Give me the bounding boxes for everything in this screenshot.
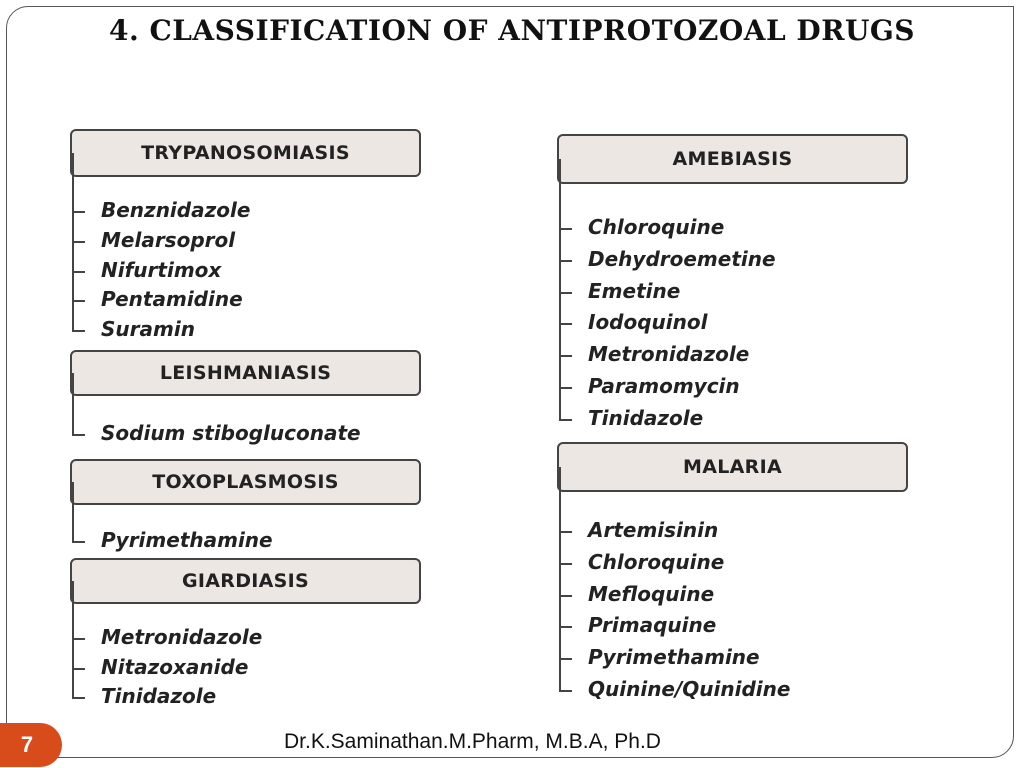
connector-tick <box>559 260 572 262</box>
connector-tick <box>559 228 572 230</box>
group-heading-box: LEISHMANIASIS <box>70 350 421 396</box>
group-heading-box: AMEBIASIS <box>557 134 908 184</box>
connector-tick <box>559 658 572 660</box>
connector-tick <box>559 626 572 628</box>
connector-tick <box>72 668 85 670</box>
connector-tick <box>72 300 85 302</box>
connector-tick <box>559 292 572 294</box>
connector-line <box>559 159 561 419</box>
connector-tick <box>559 355 572 357</box>
connector-tick <box>72 241 85 243</box>
connector-line <box>72 373 74 434</box>
drug-item: Nitazoxanide <box>101 654 249 679</box>
drug-item: Suramin <box>101 317 195 342</box>
connector-line <box>72 482 74 541</box>
drug-item: Paramomycin <box>588 374 740 398</box>
connector-tick <box>72 638 85 640</box>
connector-line <box>559 467 561 690</box>
drug-item: Pyrimethamine <box>588 645 760 670</box>
group-heading-box: TOXOPLASMOSIS <box>70 459 421 505</box>
connector-tick <box>559 387 572 389</box>
connector-tick <box>72 434 85 436</box>
drug-item: Tinidazole <box>101 684 217 708</box>
drug-item: Tinidazole <box>588 405 704 430</box>
connector-tick <box>72 541 85 543</box>
group-heading-box: GIARDIASIS <box>70 558 421 604</box>
drug-item: Chloroquine <box>588 215 725 239</box>
slide-footer: Dr.K.Saminathan.M.Pharm, M.B.A, Ph.D <box>284 730 661 753</box>
drug-item: Metronidazole <box>101 625 263 649</box>
connector-tick <box>72 271 85 273</box>
drug-item: Iodoquinol <box>588 310 708 335</box>
drug-item: Pyrimethamine <box>101 528 273 552</box>
connector-tick <box>72 697 85 699</box>
drug-item: Sodium stibogluconate <box>101 421 361 445</box>
connector-tick <box>559 690 572 692</box>
drug-item: Benznidazole <box>101 198 251 222</box>
group-heading-box: TRYPANOSOMIASIS <box>70 129 421 177</box>
drug-item: Emetine <box>588 278 681 303</box>
connector-tick <box>559 595 572 597</box>
connector-tick <box>559 419 572 421</box>
slide-title: 4. CLASSIFICATION OF ANTIPROTOZOAL DRUGS <box>108 14 916 47</box>
drug-item: Dehydroemetine <box>588 246 776 271</box>
drug-item: Nifurtimox <box>101 257 222 282</box>
drug-item: Quinine/Quinidine <box>588 677 791 701</box>
drug-item: Artemisinin <box>588 518 719 542</box>
drug-item: Primaquine <box>588 613 717 638</box>
drug-item: Melarsoprol <box>101 227 236 252</box>
connector-tick <box>72 330 85 332</box>
page-number-badge: 7 <box>0 723 62 767</box>
connector-tick <box>72 211 85 213</box>
drug-item: Metronidazole <box>588 342 750 367</box>
connector-tick <box>559 323 572 325</box>
drug-item: Mefloquine <box>588 581 715 606</box>
drug-item: Pentamidine <box>101 287 243 312</box>
connector-tick <box>559 563 572 565</box>
drug-item: Chloroquine <box>588 549 725 574</box>
group-heading-box: MALARIA <box>557 442 908 492</box>
connector-tick <box>559 531 572 533</box>
